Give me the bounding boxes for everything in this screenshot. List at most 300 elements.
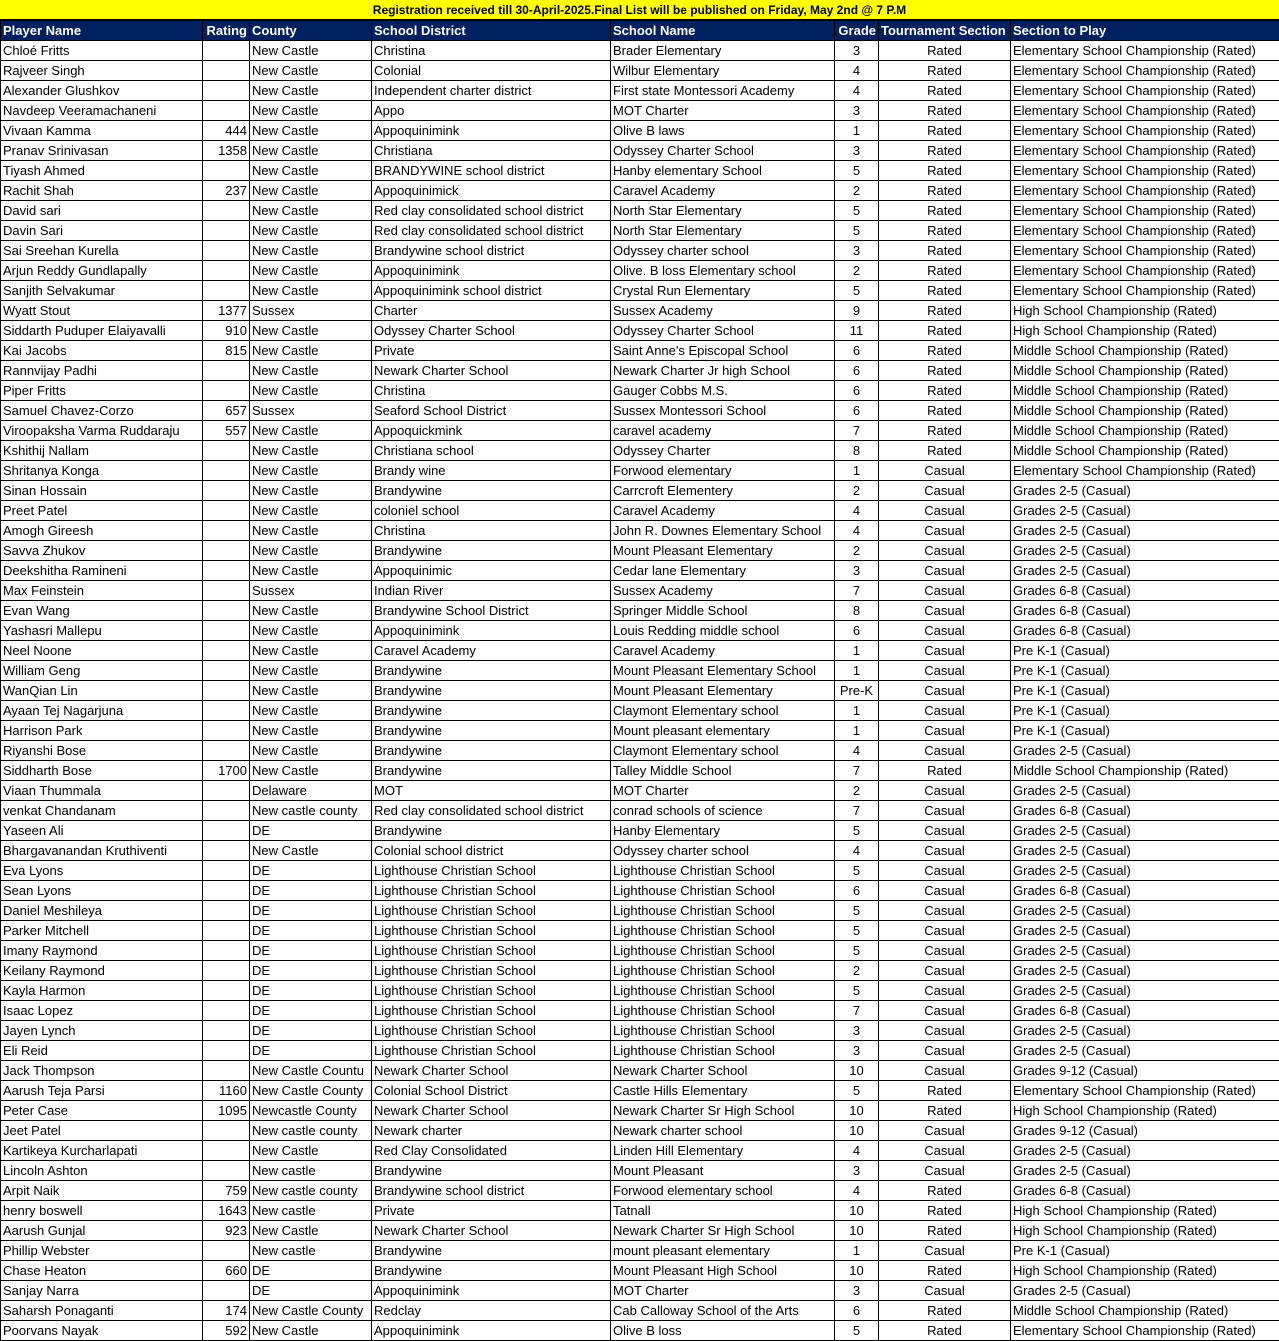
school-name-cell[interactable]: Caravel Academy [611, 641, 835, 661]
school-district-cell[interactable]: Appoquinimink [372, 621, 611, 641]
player-name-cell[interactable]: Chase Heaton [1, 1261, 203, 1281]
county-cell[interactable]: New Castle [250, 61, 372, 81]
rating-cell[interactable] [203, 101, 250, 121]
tournament-section-cell[interactable]: Casual [879, 921, 1011, 941]
section-to-play-cell[interactable]: Grades 6-8 (Casual) [1011, 1001, 1279, 1021]
tournament-section-cell[interactable]: Rated [879, 221, 1011, 241]
rating-cell[interactable] [203, 241, 250, 261]
school-district-cell[interactable]: Appoquinimink [372, 261, 611, 281]
grade-cell[interactable]: 7 [835, 761, 879, 781]
rating-cell[interactable] [203, 221, 250, 241]
school-name-cell[interactable]: Lighthouse Christian School [611, 1001, 835, 1021]
tournament-section-cell[interactable]: Casual [879, 741, 1011, 761]
tournament-section-cell[interactable]: Rated [879, 341, 1011, 361]
county-cell[interactable]: New Castle [250, 661, 372, 681]
school-name-cell[interactable]: Linden Hill Elementary [611, 1141, 835, 1161]
rating-cell[interactable] [203, 721, 250, 741]
tournament-section-cell[interactable]: Casual [879, 1121, 1011, 1141]
county-cell[interactable]: New Castle [250, 1321, 372, 1341]
section-to-play-cell[interactable]: Grades 2-5 (Casual) [1011, 1281, 1279, 1301]
grade-cell[interactable]: 3 [835, 1021, 879, 1041]
school-district-cell[interactable]: Appoquinimink [372, 1321, 611, 1341]
player-name-cell[interactable]: Vivaan Kamma [1, 121, 203, 141]
county-cell[interactable]: New Castle [250, 421, 372, 441]
school-district-cell[interactable]: Caravel Academy [372, 641, 611, 661]
school-name-cell[interactable]: Caravel Academy [611, 181, 835, 201]
rating-cell[interactable] [203, 881, 250, 901]
section-to-play-cell[interactable]: Elementary School Championship (Rated) [1011, 241, 1279, 261]
tournament-section-cell[interactable]: Rated [879, 101, 1011, 121]
grade-cell[interactable]: 7 [835, 581, 879, 601]
tournament-section-cell[interactable]: Rated [879, 421, 1011, 441]
county-cell[interactable]: DE [250, 1261, 372, 1281]
tournament-section-cell[interactable]: Rated [879, 441, 1011, 461]
rating-cell[interactable]: 1160 [203, 1081, 250, 1101]
header-school-district[interactable]: School District [372, 21, 611, 41]
player-name-cell[interactable]: Jeet Patel [1, 1121, 203, 1141]
section-to-play-cell[interactable]: Grades 2-5 (Casual) [1011, 1041, 1279, 1061]
school-name-cell[interactable]: Odyssey Charter School [611, 141, 835, 161]
player-name-cell[interactable]: Eli Reid [1, 1041, 203, 1061]
grade-cell[interactable]: 2 [835, 541, 879, 561]
tournament-section-cell[interactable]: Casual [879, 721, 1011, 741]
rating-cell[interactable]: 923 [203, 1221, 250, 1241]
player-name-cell[interactable]: Arjun Reddy Gundlapally [1, 261, 203, 281]
grade-cell[interactable]: 1 [835, 721, 879, 741]
section-to-play-cell[interactable]: Grades 6-8 (Casual) [1011, 1181, 1279, 1201]
school-name-cell[interactable]: Olive B laws [611, 121, 835, 141]
player-name-cell[interactable]: Lincoln Ashton [1, 1161, 203, 1181]
section-to-play-cell[interactable]: Pre K-1 (Casual) [1011, 721, 1279, 741]
grade-cell[interactable]: 1 [835, 461, 879, 481]
section-to-play-cell[interactable]: Grades 2-5 (Casual) [1011, 981, 1279, 1001]
grade-cell[interactable]: 3 [835, 1161, 879, 1181]
tournament-section-cell[interactable]: Casual [879, 1061, 1011, 1081]
player-name-cell[interactable]: Kshithij Nallam [1, 441, 203, 461]
tournament-section-cell[interactable]: Casual [879, 601, 1011, 621]
county-cell[interactable]: New Castle [250, 221, 372, 241]
county-cell[interactable]: New Castle [250, 241, 372, 261]
school-district-cell[interactable]: Lighthouse Christian School [372, 1001, 611, 1021]
school-name-cell[interactable]: Forwood elementary school [611, 1181, 835, 1201]
school-name-cell[interactable]: Mount pleasant elementary [611, 721, 835, 741]
grade-cell[interactable]: 8 [835, 441, 879, 461]
school-district-cell[interactable]: Brandywine [372, 1241, 611, 1261]
county-cell[interactable]: New Castle [250, 281, 372, 301]
rating-cell[interactable]: 444 [203, 121, 250, 141]
player-name-cell[interactable]: Savva Zhukov [1, 541, 203, 561]
section-to-play-cell[interactable]: Grades 2-5 (Casual) [1011, 961, 1279, 981]
player-name-cell[interactable]: Arpit Naik [1, 1181, 203, 1201]
grade-cell[interactable]: 3 [835, 241, 879, 261]
tournament-section-cell[interactable]: Casual [879, 481, 1011, 501]
player-name-cell[interactable]: Poorvans Nayak [1, 1321, 203, 1341]
grade-cell[interactable]: 5 [835, 901, 879, 921]
section-to-play-cell[interactable]: Grades 2-5 (Casual) [1011, 861, 1279, 881]
county-cell[interactable]: New Castle County [250, 1081, 372, 1101]
tournament-section-cell[interactable]: Casual [879, 1141, 1011, 1161]
player-name-cell[interactable]: Keilany Raymond [1, 961, 203, 981]
grade-cell[interactable]: 2 [835, 181, 879, 201]
school-name-cell[interactable]: Lighthouse Christian School [611, 961, 835, 981]
rating-cell[interactable] [203, 1161, 250, 1181]
rating-cell[interactable] [203, 261, 250, 281]
school-name-cell[interactable]: Newark Charter Sr High School [611, 1101, 835, 1121]
section-to-play-cell[interactable]: Pre K-1 (Casual) [1011, 1241, 1279, 1261]
section-to-play-cell[interactable]: Grades 9-12 (Casual) [1011, 1121, 1279, 1141]
player-name-cell[interactable]: Parker Mitchell [1, 921, 203, 941]
rating-cell[interactable] [203, 681, 250, 701]
county-cell[interactable]: DE [250, 901, 372, 921]
player-name-cell[interactable]: Neel Noone [1, 641, 203, 661]
rating-cell[interactable] [203, 1061, 250, 1081]
county-cell[interactable]: DE [250, 821, 372, 841]
rating-cell[interactable] [203, 1021, 250, 1041]
school-name-cell[interactable]: Odyssey Charter [611, 441, 835, 461]
player-name-cell[interactable]: Tiyash Ahmed [1, 161, 203, 181]
player-name-cell[interactable]: Rannvijay Padhi [1, 361, 203, 381]
rating-cell[interactable] [203, 1121, 250, 1141]
school-district-cell[interactable]: Newark Charter School [372, 1101, 611, 1121]
school-district-cell[interactable]: Lighthouse Christian School [372, 961, 611, 981]
county-cell[interactable]: New Castle [250, 481, 372, 501]
grade-cell[interactable]: 10 [835, 1261, 879, 1281]
county-cell[interactable]: New Castle [250, 41, 372, 61]
school-name-cell[interactable]: Caravel Academy [611, 501, 835, 521]
player-name-cell[interactable]: Aarush Teja Parsi [1, 1081, 203, 1101]
tournament-section-cell[interactable]: Rated [879, 761, 1011, 781]
rating-cell[interactable]: 1643 [203, 1201, 250, 1221]
tournament-section-cell[interactable]: Rated [879, 1301, 1011, 1321]
county-cell[interactable]: New Castle [250, 721, 372, 741]
rating-cell[interactable] [203, 461, 250, 481]
tournament-section-cell[interactable]: Rated [879, 241, 1011, 261]
school-district-cell[interactable]: Christina [372, 521, 611, 541]
school-name-cell[interactable]: Mount Pleasant Elementary School [611, 661, 835, 681]
tournament-section-cell[interactable]: Rated [879, 81, 1011, 101]
school-district-cell[interactable]: Seaford School District [372, 401, 611, 421]
tournament-section-cell[interactable]: Rated [879, 41, 1011, 61]
school-district-cell[interactable]: Brandywine [372, 721, 611, 741]
school-district-cell[interactable]: Colonial School District [372, 1081, 611, 1101]
section-to-play-cell[interactable]: Pre K-1 (Casual) [1011, 701, 1279, 721]
school-district-cell[interactable]: Private [372, 341, 611, 361]
player-name-cell[interactable]: Evan Wang [1, 601, 203, 621]
section-to-play-cell[interactable]: Pre K-1 (Casual) [1011, 661, 1279, 681]
tournament-section-cell[interactable]: Casual [879, 1281, 1011, 1301]
grade-cell[interactable]: 5 [835, 861, 879, 881]
grade-cell[interactable]: 5 [835, 1321, 879, 1341]
section-to-play-cell[interactable]: Grades 9-12 (Casual) [1011, 1061, 1279, 1081]
rating-cell[interactable] [203, 1041, 250, 1061]
school-name-cell[interactable]: Forwood elementary [611, 461, 835, 481]
rating-cell[interactable] [203, 541, 250, 561]
section-to-play-cell[interactable]: High School Championship (Rated) [1011, 1221, 1279, 1241]
section-to-play-cell[interactable]: Middle School Championship (Rated) [1011, 1301, 1279, 1321]
school-name-cell[interactable]: Mount Pleasant Elementary [611, 541, 835, 561]
county-cell[interactable]: DE [250, 1001, 372, 1021]
tournament-section-cell[interactable]: Casual [879, 621, 1011, 641]
grade-cell[interactable]: 5 [835, 1081, 879, 1101]
player-name-cell[interactable]: Max Feinstein [1, 581, 203, 601]
school-name-cell[interactable]: caravel academy [611, 421, 835, 441]
school-name-cell[interactable]: Louis Redding middle school [611, 621, 835, 641]
grade-cell[interactable]: 2 [835, 961, 879, 981]
player-name-cell[interactable]: Davin Sari [1, 221, 203, 241]
player-name-cell[interactable]: venkat Chandanam [1, 801, 203, 821]
school-name-cell[interactable]: Lighthouse Christian School [611, 921, 835, 941]
grade-cell[interactable]: 6 [835, 881, 879, 901]
player-name-cell[interactable]: Phillip Webster [1, 1241, 203, 1261]
school-name-cell[interactable]: North Star Elementary [611, 221, 835, 241]
tournament-section-cell[interactable]: Rated [879, 261, 1011, 281]
player-name-cell[interactable]: Alexander Glushkov [1, 81, 203, 101]
county-cell[interactable]: New Castle [250, 701, 372, 721]
grade-cell[interactable]: 10 [835, 1061, 879, 1081]
tournament-section-cell[interactable]: Casual [879, 581, 1011, 601]
section-to-play-cell[interactable]: Elementary School Championship (Rated) [1011, 41, 1279, 61]
tournament-section-cell[interactable]: Rated [879, 1181, 1011, 1201]
county-cell[interactable]: DE [250, 861, 372, 881]
school-district-cell[interactable]: Red clay consolidated school district [372, 221, 611, 241]
school-district-cell[interactable]: Newark Charter School [372, 361, 611, 381]
rating-cell[interactable]: 910 [203, 321, 250, 341]
school-district-cell[interactable]: Brandywine school district [372, 1181, 611, 1201]
player-name-cell[interactable]: Kai Jacobs [1, 341, 203, 361]
grade-cell[interactable]: 6 [835, 341, 879, 361]
rating-cell[interactable] [203, 861, 250, 881]
rating-cell[interactable] [203, 781, 250, 801]
grade-cell[interactable]: 9 [835, 301, 879, 321]
section-to-play-cell[interactable]: Grades 6-8 (Casual) [1011, 881, 1279, 901]
tournament-section-cell[interactable]: Casual [879, 1041, 1011, 1061]
player-name-cell[interactable]: Kayla Harmon [1, 981, 203, 1001]
tournament-section-cell[interactable]: Casual [879, 881, 1011, 901]
rating-cell[interactable] [203, 581, 250, 601]
tournament-section-cell[interactable]: Casual [879, 801, 1011, 821]
grade-cell[interactable]: 6 [835, 1301, 879, 1321]
school-district-cell[interactable]: Charter [372, 301, 611, 321]
header-county[interactable]: County [250, 21, 372, 41]
grade-cell[interactable]: 10 [835, 1221, 879, 1241]
player-name-cell[interactable]: Bhargavanandan Kruthiventi [1, 841, 203, 861]
rating-cell[interactable]: 174 [203, 1301, 250, 1321]
school-district-cell[interactable]: Lighthouse Christian School [372, 1041, 611, 1061]
tournament-section-cell[interactable]: Rated [879, 301, 1011, 321]
school-name-cell[interactable]: mount pleasant elementary [611, 1241, 835, 1261]
school-name-cell[interactable]: Lighthouse Christian School [611, 881, 835, 901]
grade-cell[interactable]: 1 [835, 121, 879, 141]
rating-cell[interactable] [203, 741, 250, 761]
school-name-cell[interactable]: Lighthouse Christian School [611, 981, 835, 1001]
rating-cell[interactable]: 592 [203, 1321, 250, 1341]
player-name-cell[interactable]: Deekshitha Ramineni [1, 561, 203, 581]
county-cell[interactable]: New Castle [250, 761, 372, 781]
rating-cell[interactable]: 759 [203, 1181, 250, 1201]
player-name-cell[interactable]: Amogh Gireesh [1, 521, 203, 541]
grade-cell[interactable]: 6 [835, 361, 879, 381]
grade-cell[interactable]: 8 [835, 601, 879, 621]
section-to-play-cell[interactable]: Middle School Championship (Rated) [1011, 761, 1279, 781]
rating-cell[interactable] [203, 1001, 250, 1021]
grade-cell[interactable]: 2 [835, 481, 879, 501]
player-name-cell[interactable]: Riyanshi Bose [1, 741, 203, 761]
tournament-section-cell[interactable]: Rated [879, 1321, 1011, 1341]
county-cell[interactable]: New Castle [250, 441, 372, 461]
school-name-cell[interactable]: Odyssey charter school [611, 841, 835, 861]
section-to-play-cell[interactable]: Grades 6-8 (Casual) [1011, 601, 1279, 621]
rating-cell[interactable] [203, 441, 250, 461]
tournament-section-cell[interactable]: Casual [879, 941, 1011, 961]
player-name-cell[interactable]: Wyatt Stout [1, 301, 203, 321]
school-name-cell[interactable]: Brader Elementary [611, 41, 835, 61]
school-name-cell[interactable]: Mount Pleasant Elementary [611, 681, 835, 701]
rating-cell[interactable] [203, 621, 250, 641]
school-district-cell[interactable]: Redclay [372, 1301, 611, 1321]
school-name-cell[interactable]: Claymont Elementary school [611, 701, 835, 721]
grade-cell[interactable]: Pre-K [835, 681, 879, 701]
school-district-cell[interactable]: Private [372, 1201, 611, 1221]
school-district-cell[interactable]: Lighthouse Christian School [372, 881, 611, 901]
rating-cell[interactable] [203, 641, 250, 661]
grade-cell[interactable]: 3 [835, 561, 879, 581]
school-district-cell[interactable]: Christina [372, 381, 611, 401]
grade-cell[interactable]: 1 [835, 1241, 879, 1261]
tournament-section-cell[interactable]: Rated [879, 381, 1011, 401]
header-rating[interactable]: Rating [203, 21, 250, 41]
player-name-cell[interactable]: Peter Case [1, 1101, 203, 1121]
tournament-section-cell[interactable]: Casual [879, 821, 1011, 841]
county-cell[interactable]: New Castle [250, 361, 372, 381]
player-name-cell[interactable]: Jack Thompson [1, 1061, 203, 1081]
section-to-play-cell[interactable]: Grades 2-5 (Casual) [1011, 941, 1279, 961]
player-name-cell[interactable]: Sinan Hossain [1, 481, 203, 501]
player-name-cell[interactable]: Chloé Fritts [1, 41, 203, 61]
school-name-cell[interactable]: Olive B loss [611, 1321, 835, 1341]
school-name-cell[interactable]: Mount Pleasant [611, 1161, 835, 1181]
rating-cell[interactable] [203, 1241, 250, 1261]
tournament-section-cell[interactable]: Casual [879, 681, 1011, 701]
section-to-play-cell[interactable]: Elementary School Championship (Rated) [1011, 61, 1279, 81]
school-district-cell[interactable]: Newark Charter School [372, 1061, 611, 1081]
header-section-to-play[interactable]: Section to Play [1011, 21, 1279, 41]
school-name-cell[interactable]: MOT Charter [611, 781, 835, 801]
player-name-cell[interactable]: henry boswell [1, 1201, 203, 1221]
section-to-play-cell[interactable]: Grades 2-5 (Casual) [1011, 1021, 1279, 1041]
school-district-cell[interactable]: Lighthouse Christian School [372, 861, 611, 881]
section-to-play-cell[interactable]: Grades 2-5 (Casual) [1011, 1161, 1279, 1181]
grade-cell[interactable]: 5 [835, 941, 879, 961]
school-district-cell[interactable]: Colonial school district [372, 841, 611, 861]
rating-cell[interactable]: 1700 [203, 761, 250, 781]
school-name-cell[interactable]: Lighthouse Christian School [611, 1041, 835, 1061]
school-district-cell[interactable]: Appoquinimink [372, 121, 611, 141]
county-cell[interactable]: New Castle [250, 181, 372, 201]
section-to-play-cell[interactable]: Pre K-1 (Casual) [1011, 681, 1279, 701]
tournament-section-cell[interactable]: Casual [879, 501, 1011, 521]
rating-cell[interactable] [203, 281, 250, 301]
player-name-cell[interactable]: Sanjay Narra [1, 1281, 203, 1301]
rating-cell[interactable] [203, 201, 250, 221]
county-cell[interactable]: DE [250, 881, 372, 901]
header-player-name[interactable]: Player Name [1, 21, 203, 41]
player-name-cell[interactable]: Viroopaksha Varma Ruddaraju [1, 421, 203, 441]
school-name-cell[interactable]: Mount Pleasant High School [611, 1261, 835, 1281]
tournament-section-cell[interactable]: Rated [879, 321, 1011, 341]
section-to-play-cell[interactable]: Middle School Championship (Rated) [1011, 421, 1279, 441]
school-name-cell[interactable]: Hanby Elementary [611, 821, 835, 841]
grade-cell[interactable]: 1 [835, 701, 879, 721]
school-district-cell[interactable]: Brandywine [372, 541, 611, 561]
tournament-section-cell[interactable]: Rated [879, 1261, 1011, 1281]
grade-cell[interactable]: 5 [835, 201, 879, 221]
school-district-cell[interactable]: Brandywine [372, 821, 611, 841]
section-to-play-cell[interactable]: Elementary School Championship (Rated) [1011, 101, 1279, 121]
county-cell[interactable]: New castle [250, 1161, 372, 1181]
grade-cell[interactable]: 7 [835, 421, 879, 441]
school-name-cell[interactable]: Crystal Run Elementary [611, 281, 835, 301]
school-name-cell[interactable]: Lighthouse Christian School [611, 1021, 835, 1041]
school-name-cell[interactable]: Newark charter school [611, 1121, 835, 1141]
player-name-cell[interactable]: Pranav Srinivasan [1, 141, 203, 161]
player-name-cell[interactable]: Ayaan Tej Nagarjuna [1, 701, 203, 721]
grade-cell[interactable]: 10 [835, 1201, 879, 1221]
county-cell[interactable]: New castle county [250, 1181, 372, 1201]
school-name-cell[interactable]: Castle Hills Elementary [611, 1081, 835, 1101]
school-district-cell[interactable]: Appoquinimink school district [372, 281, 611, 301]
tournament-section-cell[interactable]: Casual [879, 781, 1011, 801]
rating-cell[interactable] [203, 601, 250, 621]
school-name-cell[interactable]: MOT Charter [611, 1281, 835, 1301]
school-district-cell[interactable]: Brandywine [372, 1161, 611, 1181]
county-cell[interactable]: New Castle [250, 1141, 372, 1161]
section-to-play-cell[interactable]: Grades 6-8 (Casual) [1011, 581, 1279, 601]
grade-cell[interactable]: 4 [835, 1181, 879, 1201]
school-district-cell[interactable]: Brandywine [372, 741, 611, 761]
county-cell[interactable]: New Castle [250, 161, 372, 181]
school-name-cell[interactable]: conrad schools of science [611, 801, 835, 821]
county-cell[interactable]: DE [250, 961, 372, 981]
section-to-play-cell[interactable]: High School Championship (Rated) [1011, 321, 1279, 341]
grade-cell[interactable]: 10 [835, 1121, 879, 1141]
rating-cell[interactable] [203, 61, 250, 81]
player-name-cell[interactable]: Kartikeya Kurcharlapati [1, 1141, 203, 1161]
grade-cell[interactable]: 1 [835, 661, 879, 681]
school-district-cell[interactable]: Lighthouse Christian School [372, 981, 611, 1001]
grade-cell[interactable]: 4 [835, 521, 879, 541]
tournament-section-cell[interactable]: Casual [879, 641, 1011, 661]
grade-cell[interactable]: 5 [835, 981, 879, 1001]
player-name-cell[interactable]: William Geng [1, 661, 203, 681]
grade-cell[interactable]: 11 [835, 321, 879, 341]
grade-cell[interactable]: 6 [835, 621, 879, 641]
county-cell[interactable]: New castle county [250, 1121, 372, 1141]
header-grade[interactable]: Grade [835, 21, 879, 41]
school-district-cell[interactable]: Christiana [372, 141, 611, 161]
grade-cell[interactable]: 2 [835, 261, 879, 281]
county-cell[interactable]: Sussex [250, 581, 372, 601]
county-cell[interactable]: New castle [250, 1241, 372, 1261]
county-cell[interactable]: New Castle [250, 381, 372, 401]
section-to-play-cell[interactable]: Elementary School Championship (Rated) [1011, 201, 1279, 221]
tournament-section-cell[interactable]: Casual [879, 981, 1011, 1001]
county-cell[interactable]: New Castle [250, 621, 372, 641]
county-cell[interactable]: New Castle [250, 561, 372, 581]
school-district-cell[interactable]: Red clay consolidated school district [372, 201, 611, 221]
section-to-play-cell[interactable]: Grades 2-5 (Casual) [1011, 1141, 1279, 1161]
school-district-cell[interactable]: Indian River [372, 581, 611, 601]
county-cell[interactable]: New Castle [250, 101, 372, 121]
